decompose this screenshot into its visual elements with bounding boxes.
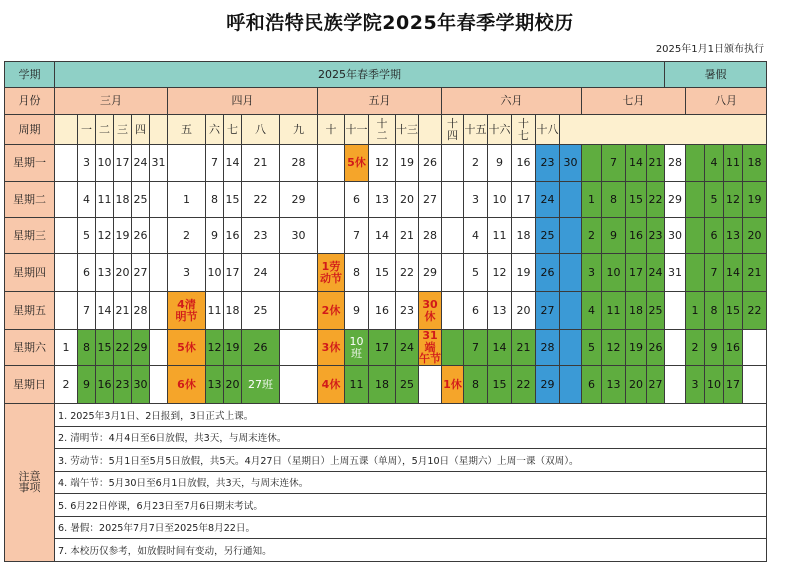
day-cell: 18 [743,145,767,182]
day-cell [442,330,464,366]
day-cell [150,182,168,218]
day-cell: 27 [419,182,442,218]
day-cell: 10 [96,145,114,182]
month-header: 七月 [582,88,686,115]
summer-name: 暑假 [665,61,767,88]
note-item: 2. 清明节：4月4日至6日放假，共3天，与周末连休。 [55,427,767,450]
day-cell: 2休 [318,292,345,330]
day-cell: 22 [396,254,419,292]
day-cell: 13 [488,292,512,330]
day-cell [55,145,78,182]
month-header: 五月 [318,88,442,115]
day-cell: 11 [345,366,369,404]
day-cell: 6 [78,254,96,292]
day-cell [55,218,78,254]
day-cell: 23 [396,292,419,330]
day-label: 星期六 [4,330,55,366]
day-cell [150,254,168,292]
week-empty [55,115,78,145]
day-cell: 2 [168,218,206,254]
day-cell: 8 [206,182,224,218]
day-cell: 13 [602,366,626,404]
day-cell [442,182,464,218]
day-cell: 4 [582,292,602,330]
day-cell: 25 [396,366,419,404]
day-cell: 10 [602,254,626,292]
day-cell: 13 [724,218,743,254]
day-cell: 9 [78,366,96,404]
day-cell: 20 [114,254,132,292]
day-cell: 30 [560,145,582,182]
day-cell: 14 [488,330,512,366]
day-cell: 9 [705,330,724,366]
day-cell: 30 [132,366,150,404]
day-cell: 1休 [442,366,464,404]
day-cell: 27 [536,292,560,330]
day-cell [280,330,318,366]
day-cell: 23 [536,145,560,182]
day-cell: 10班 [345,330,369,366]
week-number: 九 [280,115,318,145]
day-cell [442,292,464,330]
day-cell: 1 [55,330,78,366]
day-cell: 2 [464,145,488,182]
day-cell: 22 [743,292,767,330]
day-cell: 7 [206,145,224,182]
day-cell: 30 [665,218,686,254]
day-label: 星期五 [4,292,55,330]
day-cell: 11 [206,292,224,330]
day-cell: 24 [396,330,419,366]
day-cell: 3 [78,145,96,182]
day-cell: 6休 [168,366,206,404]
day-cell: 2 [582,218,602,254]
day-cell: 2 [55,366,78,404]
day-cell: 28 [536,330,560,366]
day-cell [55,254,78,292]
day-cell: 26 [419,145,442,182]
day-cell: 28 [665,145,686,182]
day-cell: 23 [242,218,280,254]
day-cell: 11 [602,292,626,330]
week-number: 五 [168,115,206,145]
day-cell: 18 [224,292,242,330]
day-cell: 21 [647,145,665,182]
day-cell: 13 [96,254,114,292]
day-cell: 19 [396,145,419,182]
day-cell [686,254,705,292]
day-cell: 20 [224,366,242,404]
week-number: 十四 [442,115,464,145]
day-cell: 17 [512,182,536,218]
day-cell: 31 [150,145,168,182]
day-cell: 26 [132,218,150,254]
month-label: 月份 [4,88,55,115]
day-cell: 1 [582,182,602,218]
day-cell: 5 [582,330,602,366]
day-cell: 12 [369,145,396,182]
day-cell: 31端 午节 [419,330,441,366]
month-header: 八月 [686,88,767,115]
day-cell: 4 [464,218,488,254]
day-cell: 31 [665,254,686,292]
day-cell: 19 [626,330,647,366]
week-number: 六 [206,115,224,145]
week-number: 十五 [464,115,488,145]
day-cell: 24 [647,254,665,292]
week-number: 十三 [396,115,419,145]
day-cell: 4清 明节 [168,292,206,330]
day-cell: 4休 [318,366,345,404]
day-cell: 4 [78,182,96,218]
day-cell: 24 [242,254,280,292]
day-cell: 2 [686,330,705,366]
day-cell: 10 [488,182,512,218]
note-item: 7. 本校历仅参考，如放假时间有变动，另行通知。 [55,539,767,562]
day-label: 星期四 [4,254,55,292]
day-cell: 5休 [168,330,206,366]
week-empty [560,115,767,145]
day-cell: 6 [582,366,602,404]
day-cell: 21 [242,145,280,182]
day-cell [665,292,686,330]
day-cell: 3 [582,254,602,292]
day-cell [150,330,168,366]
day-cell: 17 [626,254,647,292]
day-cell: 22 [647,182,665,218]
day-cell: 21 [743,254,767,292]
day-cell [280,292,318,330]
day-cell: 28 [280,145,318,182]
day-cell: 18 [512,218,536,254]
day-cell: 17 [224,254,242,292]
term-name: 2025年春季学期 [55,61,665,88]
note-item: 4. 端午节：5月30日至6月1日放假，共3天，与周末连休。 [55,472,767,495]
day-cell: 8 [464,366,488,404]
day-cell: 1劳 动节 [318,254,345,292]
day-label: 星期三 [4,218,55,254]
day-cell [150,218,168,254]
day-cell: 17 [114,145,132,182]
day-cell [560,330,582,366]
day-cell: 11 [488,218,512,254]
day-cell: 28 [419,218,442,254]
day-cell: 21 [114,292,132,330]
day-cell [743,366,767,404]
week-number: 十 二 [369,115,396,145]
day-cell [686,145,705,182]
day-cell: 21 [396,218,419,254]
day-cell: 9 [602,218,626,254]
day-cell: 22 [114,330,132,366]
day-cell: 18 [626,292,647,330]
issue-date: 2025年1月1日颁布执行 [655,44,764,55]
week-number: 十一 [345,115,369,145]
day-cell: 12 [96,218,114,254]
week-number: 二 [96,115,114,145]
day-cell: 16 [512,145,536,182]
day-cell: 7 [345,218,369,254]
week-number: 一 [78,115,96,145]
day-cell: 26 [242,330,280,366]
day-cell: 9 [206,218,224,254]
day-cell: 15 [488,366,512,404]
day-cell: 5休 [345,145,369,182]
day-cell: 13 [206,366,224,404]
day-cell: 29 [419,254,442,292]
day-cell: 25 [132,182,150,218]
day-cell [686,218,705,254]
day-cell: 29 [280,182,318,218]
day-cell: 27 [647,366,665,404]
day-cell: 14 [369,218,396,254]
day-cell [318,182,345,218]
day-cell: 19 [743,182,767,218]
day-cell: 3 [686,366,705,404]
day-cell: 25 [242,292,280,330]
day-cell [442,254,464,292]
day-cell: 3 [464,182,488,218]
day-cell: 17 [724,366,743,404]
day-cell: 22 [512,366,536,404]
day-cell: 23 [114,366,132,404]
day-cell: 12 [602,330,626,366]
day-cell: 19 [224,330,242,366]
day-cell [560,182,582,218]
notes-label: 注意 事项 [4,404,55,562]
week-number: 十 七 [512,115,536,145]
day-cell: 17 [369,330,396,366]
day-cell: 15 [626,182,647,218]
day-cell: 10 [206,254,224,292]
day-cell: 20 [396,182,419,218]
day-label: 星期一 [4,145,55,182]
day-cell: 5 [78,218,96,254]
day-cell: 14 [724,254,743,292]
day-cell: 25 [647,292,665,330]
day-cell: 15 [224,182,242,218]
day-cell: 20 [743,218,767,254]
day-cell: 5 [464,254,488,292]
day-cell: 26 [536,254,560,292]
day-cell: 16 [724,330,743,366]
day-cell: 4 [705,145,724,182]
week-number: 八 [242,115,280,145]
month-header: 四月 [168,88,318,115]
day-cell: 6 [345,182,369,218]
week-number: 十六 [488,115,512,145]
day-cell: 10 [705,366,724,404]
day-cell: 7 [78,292,96,330]
week-number: 十八 [536,115,560,145]
day-cell: 25 [536,218,560,254]
day-cell [560,292,582,330]
day-cell: 1 [686,292,705,330]
day-cell [665,330,686,366]
day-cell: 6 [705,218,724,254]
day-cell: 8 [78,330,96,366]
day-cell: 24 [536,182,560,218]
day-cell: 20 [512,292,536,330]
day-cell: 15 [96,330,114,366]
day-cell: 6 [464,292,488,330]
day-cell: 24 [132,145,150,182]
day-cell: 5 [705,182,724,218]
day-label: 星期二 [4,182,55,218]
day-cell: 13 [369,182,396,218]
day-cell [55,292,78,330]
day-cell: 16 [369,292,396,330]
day-cell [582,145,602,182]
day-cell: 12 [206,330,224,366]
day-cell: 19 [114,218,132,254]
term-label: 学期 [4,61,55,88]
calendar-table [4,61,796,557]
day-cell: 27班 [242,366,280,404]
note-item: 3. 劳动节：5月1日至5月5日放假，共5天。4月27日（星期日）上周五课（单周），5月10日（星期六）上周一课（双周）。 [55,449,767,472]
day-cell: 18 [369,366,396,404]
day-cell: 20 [626,366,647,404]
week-number: 三 [114,115,132,145]
day-cell: 26 [647,330,665,366]
day-cell: 11 [724,145,743,182]
day-cell [419,366,442,404]
day-cell: 29 [536,366,560,404]
day-cell [318,145,345,182]
day-cell: 29 [665,182,686,218]
day-cell: 11 [96,182,114,218]
note-item: 1. 2025年3月1日、2日报到，3日正式上课。 [55,404,767,427]
day-cell [442,145,464,182]
day-cell: 15 [369,254,396,292]
day-cell: 16 [224,218,242,254]
week-label: 周期 [4,115,55,145]
day-cell [560,218,582,254]
day-cell: 3 [168,254,206,292]
day-cell: 28 [132,292,150,330]
day-cell: 30休 [419,292,442,330]
day-cell [150,366,168,404]
day-cell: 14 [96,292,114,330]
week-number: 四 [132,115,150,145]
week-empty [419,115,442,145]
day-cell [560,366,582,404]
day-cell: 8 [345,254,369,292]
note-item: 6. 暑假：2025年7月7日至2025年8月22日。 [55,517,767,540]
day-cell [686,182,705,218]
day-cell [280,254,318,292]
week-number: 十 [318,115,345,145]
day-cell: 7 [705,254,724,292]
day-cell: 9 [345,292,369,330]
day-cell [665,366,686,404]
day-cell: 8 [705,292,724,330]
day-cell: 19 [512,254,536,292]
day-cell: 1 [168,182,206,218]
day-cell [318,218,345,254]
day-cell: 14 [224,145,242,182]
day-cell: 27 [132,254,150,292]
day-cell: 22 [242,182,280,218]
day-cell: 16 [96,366,114,404]
day-cell [743,330,767,366]
day-cell [168,145,206,182]
day-cell: 9 [488,145,512,182]
day-cell: 3休 [318,330,345,366]
day-cell [150,292,168,330]
day-cell: 23 [647,218,665,254]
day-cell: 8 [602,182,626,218]
day-cell: 16 [626,218,647,254]
day-cell: 7 [602,145,626,182]
day-cell: 18 [114,182,132,218]
week-empty [150,115,168,145]
day-cell: 12 [724,182,743,218]
day-cell: 30 [280,218,318,254]
day-cell: 21 [512,330,536,366]
day-cell: 14 [626,145,647,182]
month-header: 三月 [55,88,168,115]
day-cell [442,218,464,254]
day-cell: 15 [724,292,743,330]
day-cell: 12 [488,254,512,292]
week-number: 七 [224,115,242,145]
page-title: 呼和浩特民族学院2025年春季学期校历 [226,12,574,34]
day-cell [55,182,78,218]
day-cell: 29 [132,330,150,366]
day-cell [280,366,318,404]
note-item: 5. 6月22日停课，6月23日至7月6日期末考试。 [55,494,767,517]
day-label: 星期日 [4,366,55,404]
day-cell: 7 [464,330,488,366]
day-cell [560,254,582,292]
month-header: 六月 [442,88,582,115]
